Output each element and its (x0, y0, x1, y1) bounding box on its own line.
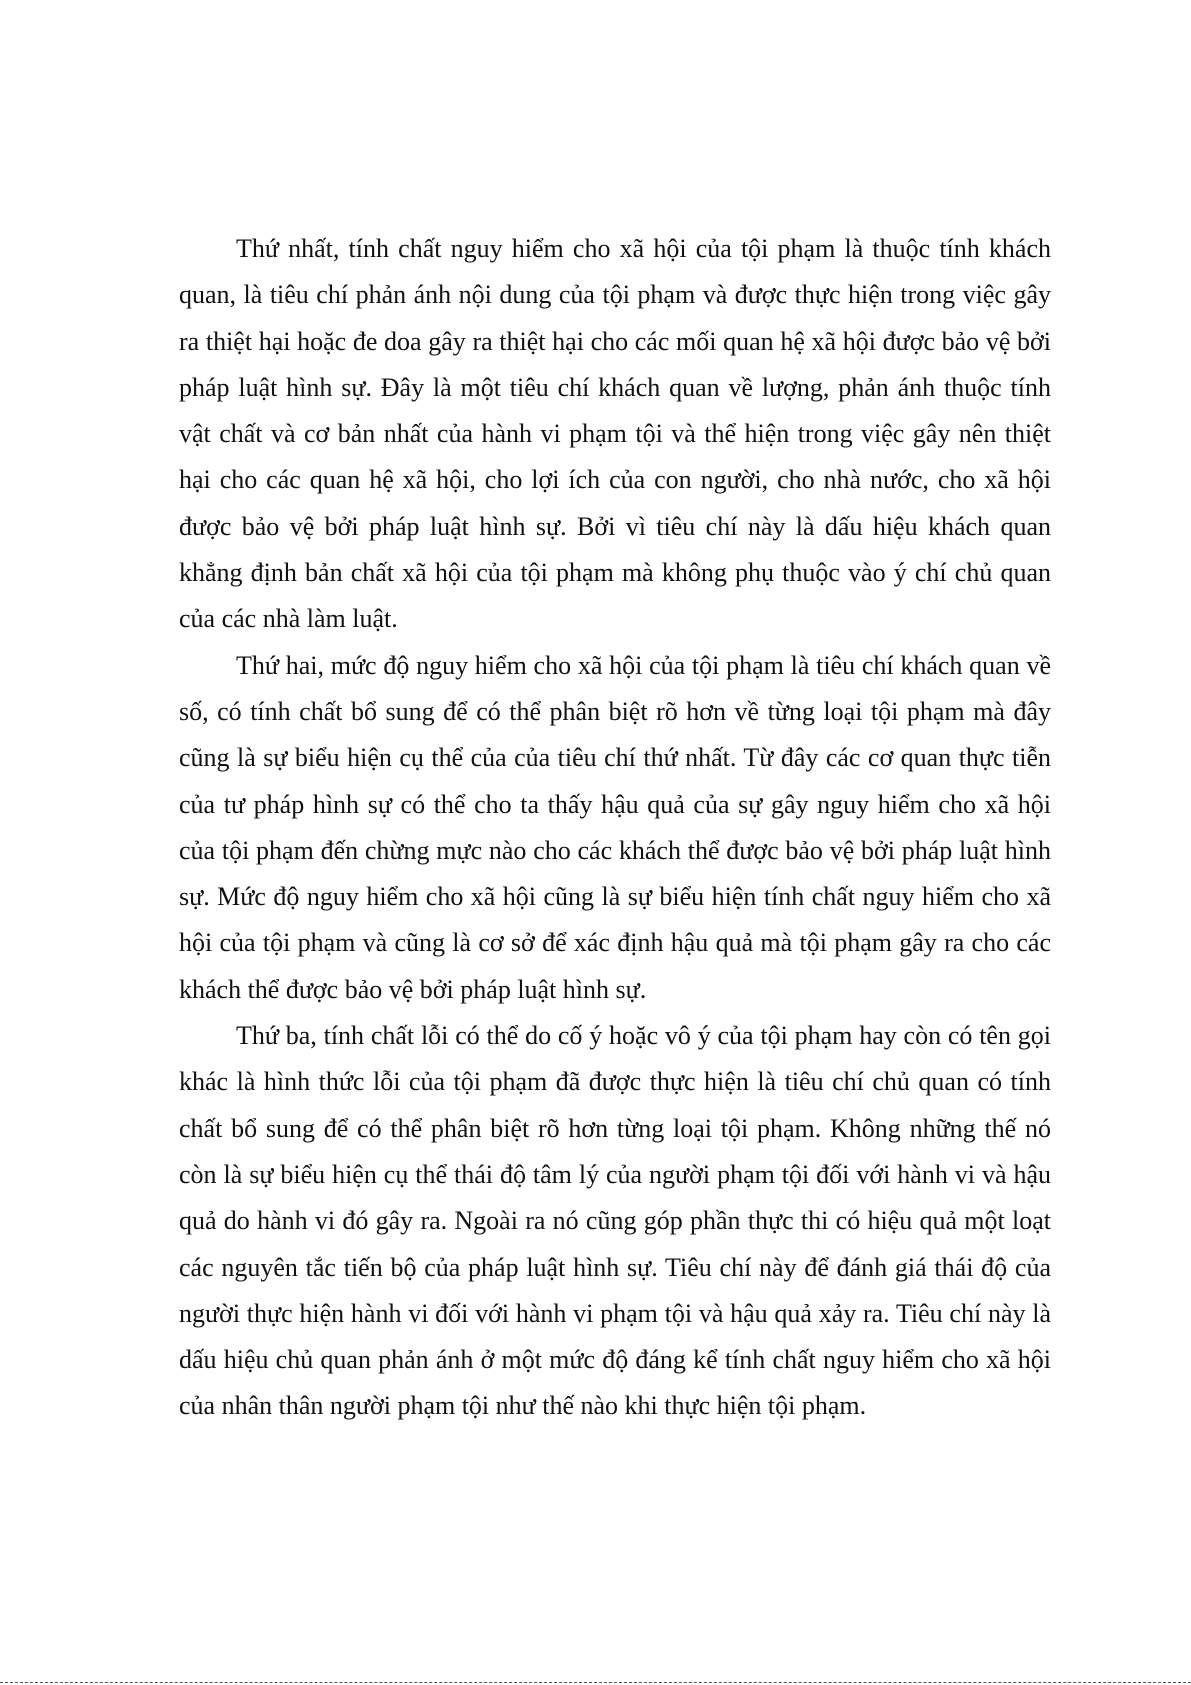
paragraph-first-criterion: Thứ nhất, tính chất nguy hiểm cho xã hội của tội phạm là thuộc tính khách quan, là tiêu chí phản ánh nội dung của tội phạm và được thực hiện trong việc gây ra thiệt hại hoặc đe doa gây ra thiệt hại cho các mối quan hệ xã hội được bảo vệ bởi pháp luật hình sự. Đây là một tiêu chí khách quan về lượng, phản ánh thuộc tính vật chất và cơ bản nhất của hành vi phạm tội và thể hiện trong việc gây nên thiệt hại cho các quan hệ xã hội, cho lợi ích của con người, cho nhà nước, cho xã hội được bảo vệ bởi pháp luật hình sự. Bởi vì tiêu chí này là dấu hiệu khách quan khẳng định bản chất xã hội của tội phạm mà không phụ thuộc vào ý chí chủ quan của các nhà làm luật. (179, 234, 1051, 634)
page-bottom-divider (0, 1682, 1191, 1683)
document-body (179, 226, 1051, 1430)
paragraph-third-criterion: Thứ ba, tính chất lỗi có thể do cố ý hoặc vô ý của tội phạm hay còn có tên gọi khác là hình thức lỗi của tội phạm đã được thực hiện là tiêu chí chủ quan có tính chất bổ sung để có thể phân biệt rõ hơn từng loại tội phạm. Không những thế nó còn là sự biểu hiện cụ thể thái độ tâm lý của người phạm tội đối với hành vi và hậu quả do hành vi đó gây ra. Ngoài ra nó cũng góp phần thực thi có hiệu quả một loạt các nguyên tắc tiến bộ của pháp luật hình sự. Tiêu chí này để đánh giá thái độ của người thực hiện hành vi đối với hành vi phạm tội và hậu quả xảy ra. Tiêu chí này là dấu hiệu chủ quan phản ánh ở một mức độ đáng kể tính chất nguy hiểm cho xã hội của nhân thân người phạm tội như thế nào khi thực hiện tội phạm. (179, 1021, 1051, 1421)
paragraph-second-criterion: Thứ hai, mức độ nguy hiểm cho xã hội của tội phạm là tiêu chí khách quan về số, có tính chất bổ sung để có thể phân biệt rõ hơn về từng loại tội phạm mà đây cũng là sự biểu hiện cụ thể của của tiêu chí thứ nhất. Từ đây các cơ quan thực tiễn của tư pháp hình sự có thể cho ta thấy hậu quả của sự gây nguy hiểm cho xã hội của tội phạm đến chừng mực nào cho các khách thể được bảo vệ bởi pháp luật hình sự. Mức độ nguy hiểm cho xã hội cũng là sự biểu hiện tính chất nguy hiểm cho xã hội của tội phạm và cũng là cơ sở để xác định hậu quả mà tội phạm gây ra cho các khách thể được bảo vệ bởi pháp luật hình sự. (179, 650, 1051, 1004)
